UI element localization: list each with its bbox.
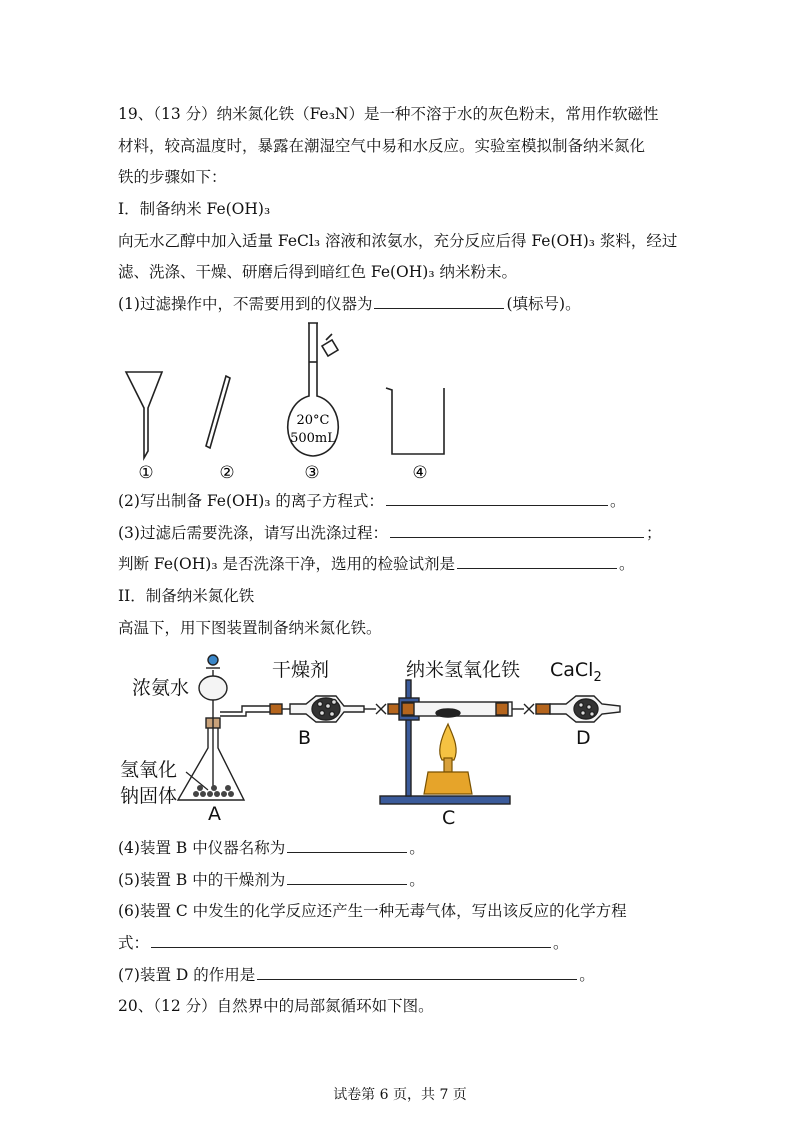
apparatus-figure [110,640,630,830]
sub-question-1 [118,294,581,314]
sub3b-tail: 。 [618,555,635,573]
part1-text-line2: 滤、洗涤、干燥、研磨后得到暗红色 Fe(OH)₃ 纳米粉末。 [118,263,517,281]
sub3b-text: 判断 Fe(OH)₃ 是否洗涤干净，选用的检验试剂是 [118,555,455,573]
funnel-icon [126,372,162,458]
label-naoh-line1: 氢氧化 [120,759,178,781]
sub6b-text: 式： [118,934,150,952]
sub4-tail: 。 [409,839,425,857]
answer-blank-5[interactable] [287,870,407,885]
label-2: ② [219,463,235,483]
glass-rod-icon [206,376,230,448]
beaker-icon [386,388,444,454]
sub7-text: (7)装置 D 的作用是 [118,966,256,984]
label-c: C [442,807,456,829]
drying-tube-d-icon [550,696,620,722]
label-b: B [298,727,312,749]
sub-question-6: (6)装置 C 中发生的化学反应还产生一种无毒气体，写出该反应的化学方程 [118,902,627,920]
label-nano-fe-oh3: 纳米氢氧化铁 [406,659,521,681]
sub-question-3b [118,554,634,574]
alcohol-lamp-icon [424,724,472,794]
sub-question-6b [118,933,569,953]
label-naoh-line2: 钠固体 [120,785,178,807]
page-footer: 试卷第 6 页，共 7 页 [333,1087,467,1103]
drying-tube-b-icon [290,696,402,722]
label-ammonia: 浓氨水 [132,677,190,699]
answer-blank-2[interactable] [386,491,608,506]
answer-blank-4[interactable] [287,838,407,853]
sub2-text: (2)写出制备 Fe(OH)₃ 的离子方程式： [118,492,384,510]
sub-question-5 [118,870,425,890]
q19-intro-line3: 铁的步骤如下： [118,168,227,186]
sub6b-tail: 。 [553,934,569,952]
sub-question-7 [118,965,595,985]
part2-title: II．制备纳米氮化铁 [118,587,255,605]
sub-question-4 [118,838,425,858]
q19-intro-line1: 19、（13 分）纳米氮化铁（Fe₃N）是一种不溶于水的灰色粉末，常用作软磁性 [118,105,659,123]
part1-text-line1: 向无水乙醇中加入适量 FeCl₃ 溶液和浓氨水，充分反应后得 Fe(OH)₃ 浆料，经过 [118,232,678,250]
sub1-text: (1)过滤操作中，不需要用到的仪器为 [118,295,373,313]
naoh-solid [193,785,234,797]
flask-volume: 500mL [290,431,336,446]
answer-blank-1[interactable] [374,294,504,309]
answer-blank-3b[interactable] [457,554,617,569]
sub5-tail: 。 [409,871,425,889]
label-cacl2: CaCl$_2$ [550,659,602,685]
label-d: D [576,727,591,749]
label-desiccant: 干燥剂 [272,659,330,681]
reaction-tube-icon [402,702,512,717]
q19-intro-line2: 材料，较高温度时，暴露在潮湿空气中易和水反应。实验室模拟制备纳米氮化 [118,137,646,155]
sub-question-3 [118,523,661,543]
label-3: ③ [304,463,320,483]
sub1-tail: (填标号)。 [506,295,581,313]
label-a: A [208,803,221,825]
sub5-text: (5)装置 B 中的干燥剂为 [118,871,286,889]
sub7-tail: 。 [579,966,595,984]
sub3-tail: ； [645,524,662,542]
flask-temperature: 20°C [296,413,330,428]
sub4-text: (4)装置 B 中仪器名称为 [118,839,286,857]
part2-text: 高温下，用下图装置制备纳米氮化铁。 [118,619,382,637]
sub-question-2 [118,491,625,511]
label-1: ① [138,463,154,483]
question-20: 20、（12 分）自然界中的局部氮循环如下图。 [118,997,434,1015]
answer-blank-6[interactable] [151,933,551,948]
label-4: ④ [412,463,428,483]
sub2-tail: 。 [609,492,626,510]
answer-blank-7[interactable] [257,965,577,980]
flask-a-icon [178,655,270,800]
answer-blank-3[interactable] [390,523,644,538]
sub3-text: (3)过滤后需要洗涤，请写出洗涤过程： [118,524,388,542]
part1-title: I．制备纳米 Fe(OH)₃ [118,200,271,218]
instruments-figure [110,318,490,488]
